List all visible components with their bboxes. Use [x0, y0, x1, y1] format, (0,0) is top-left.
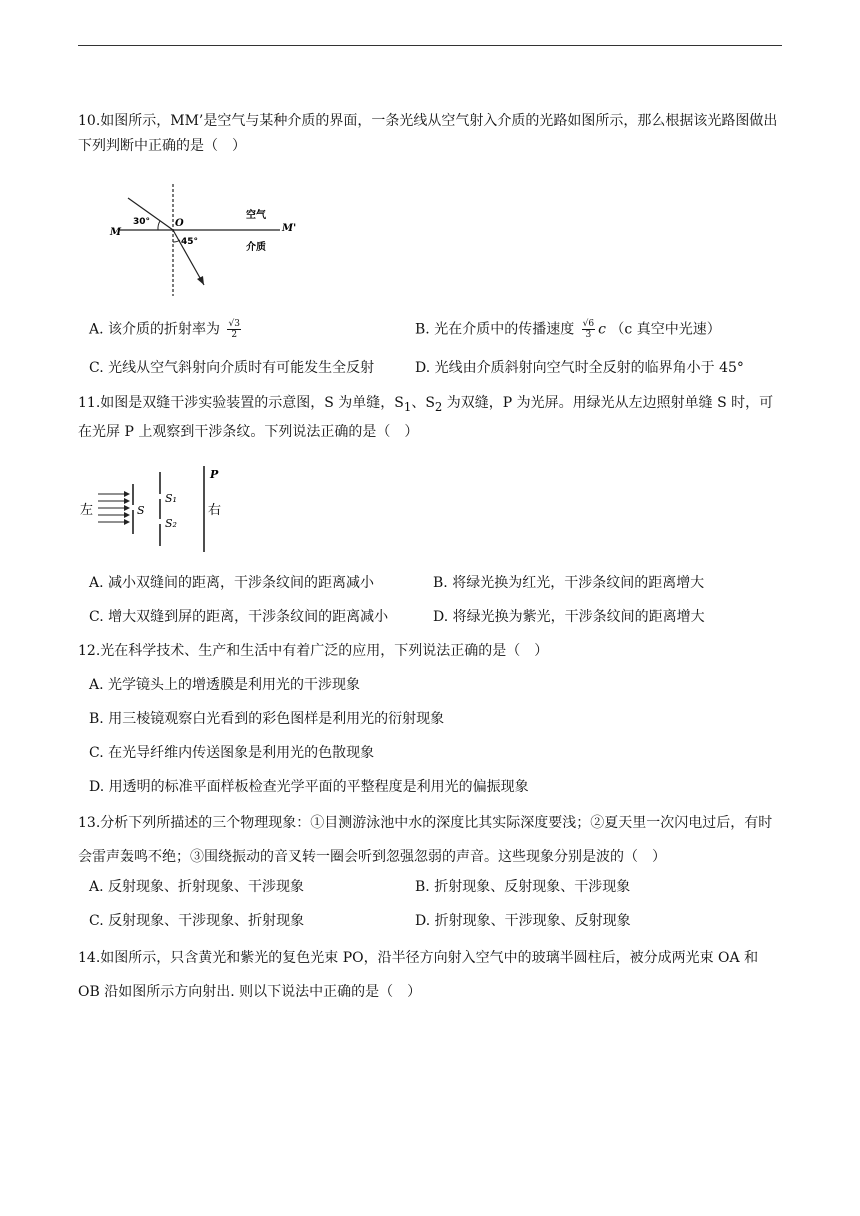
fraction-numerator: √3 — [228, 319, 240, 329]
q12-option-c: C. 在光导纤维内传送图象是利用光的色散现象 — [89, 745, 375, 761]
fraction-denominator: 3 — [585, 330, 592, 340]
q13-stem: 13.分析下列所描述的三个物理现象：①目测游泳池中水的深度比其实际深度要浅；②夏天里一次闪电过后，有时会雷声轰鸣不绝；③围绕振动的音叉转一圈会听到忽强忽弱的声音。这些现象分别是波的（ ） — [78, 815, 773, 865]
arrow-heads — [124, 491, 130, 525]
q10-option-a — [89, 319, 244, 340]
label-right: 右 — [208, 503, 222, 518]
q10-option-b-fraction — [582, 319, 595, 340]
fraction-numerator: √6 — [582, 319, 595, 329]
q10-option-d: D. 光线由介质斜射向空气时全反射的临界角小于 45° — [415, 360, 744, 376]
q10-option-a-fraction — [227, 319, 240, 340]
label-s: S — [137, 504, 145, 517]
q11-stem — [78, 391, 784, 445]
q13-option-b: B. 折射现象、反射现象、干涉现象 — [415, 879, 631, 895]
label-s1: S₁ — [165, 492, 177, 505]
label-medium: 介质 — [246, 242, 266, 253]
q11-sub-1: 1 — [403, 399, 412, 414]
q10-option-b-text: B. 光在介质中的传播速度 — [415, 321, 575, 338]
q10-option-b — [415, 319, 721, 340]
incident-light-arrows — [98, 494, 128, 522]
label-o: O — [175, 218, 184, 229]
q10-option-b-note: （c 真空中光速） — [610, 321, 721, 338]
q10-refraction-figure — [108, 180, 308, 298]
q11-option-c: C. 增大双缝到屏的距离，干涉条纹间的距离减小 — [89, 609, 389, 625]
speed-of-light-symbol: c — [598, 321, 606, 338]
q12-option-b: B. 用三棱镜观察白光看到的彩色图样是利用光的衍射现象 — [89, 711, 445, 727]
label-angle-30: 30° — [133, 217, 151, 227]
q11-stem-part-2: 、S — [411, 395, 435, 411]
label-p: P — [210, 468, 219, 481]
q11-sub-2: 2 — [434, 399, 443, 414]
q13-option-c: C. 反射现象、干涉现象、折射现象 — [89, 913, 305, 929]
angle-arc-top — [158, 221, 160, 230]
q14-stem: 14.如图所示，只含黄光和紫光的复色光束 PO，沿半径方向射入空气中的玻璃半圆柱后，被分成两光束 OA 和 OB 沿如图所示方向射出. 则以下说法中正确的是（ ） — [78, 950, 759, 1000]
q12-stem: 12.光在科学技术、生产和生活中有着广泛的应用，下列说法正确的是（ ） — [78, 643, 549, 659]
q13-option-a: A. 反射现象、折射现象、干涉现象 — [89, 879, 305, 895]
q10-option-a-text: A. 该介质的折射率为 — [89, 321, 221, 338]
label-angle-45: 45° — [181, 237, 199, 247]
header-rule — [78, 45, 782, 46]
q11-stem-part-3: 为双缝，P 为光屏。用绿光从左边照射单缝 S 时，可在光屏 P 上观察到干涉条纹。下列说法正确的是（ ） — [78, 395, 774, 440]
label-m: M — [110, 227, 122, 238]
q12-option-a: A. 光学镜头上的增透膜是利用光的干涉现象 — [89, 677, 361, 693]
q11-stem-part-1: 11.如图是双缝干涉实验装置的示意图，S 为单缝，S — [78, 395, 404, 411]
q10-option-c: C. 光线从空气斜射向介质时有可能发生全反射 — [89, 360, 375, 376]
q11-option-d: D. 将绿光换为紫光，干涉条纹间的距离增大 — [433, 609, 705, 625]
label-s2: S₂ — [165, 517, 177, 530]
q10-stem: 10.如图所示，MM’是空气与某种介质的界面，一条光线从空气射入介质的光路如图所示，那么根据该光路图做出下列判断中正确的是（ ） — [78, 113, 778, 154]
ray-arrow — [197, 276, 204, 285]
label-m-prime: M' — [282, 223, 297, 234]
label-left: 左 — [80, 503, 94, 518]
label-air: 空气 — [246, 210, 266, 221]
q11-double-slit-figure — [80, 464, 230, 554]
q11-option-a: A. 减小双缝间的距离，干涉条纹间的距离减小 — [89, 575, 375, 591]
q13-option-d: D. 折射现象、干涉现象、反射现象 — [415, 913, 631, 929]
fraction-denominator: 2 — [231, 330, 238, 340]
q11-option-b: B. 将绿光换为红光，干涉条纹间的距离增大 — [433, 575, 705, 591]
q12-option-d: D. 用透明的标准平面样板检查光学平面的平整程度是利用光的偏振现象 — [89, 779, 529, 795]
